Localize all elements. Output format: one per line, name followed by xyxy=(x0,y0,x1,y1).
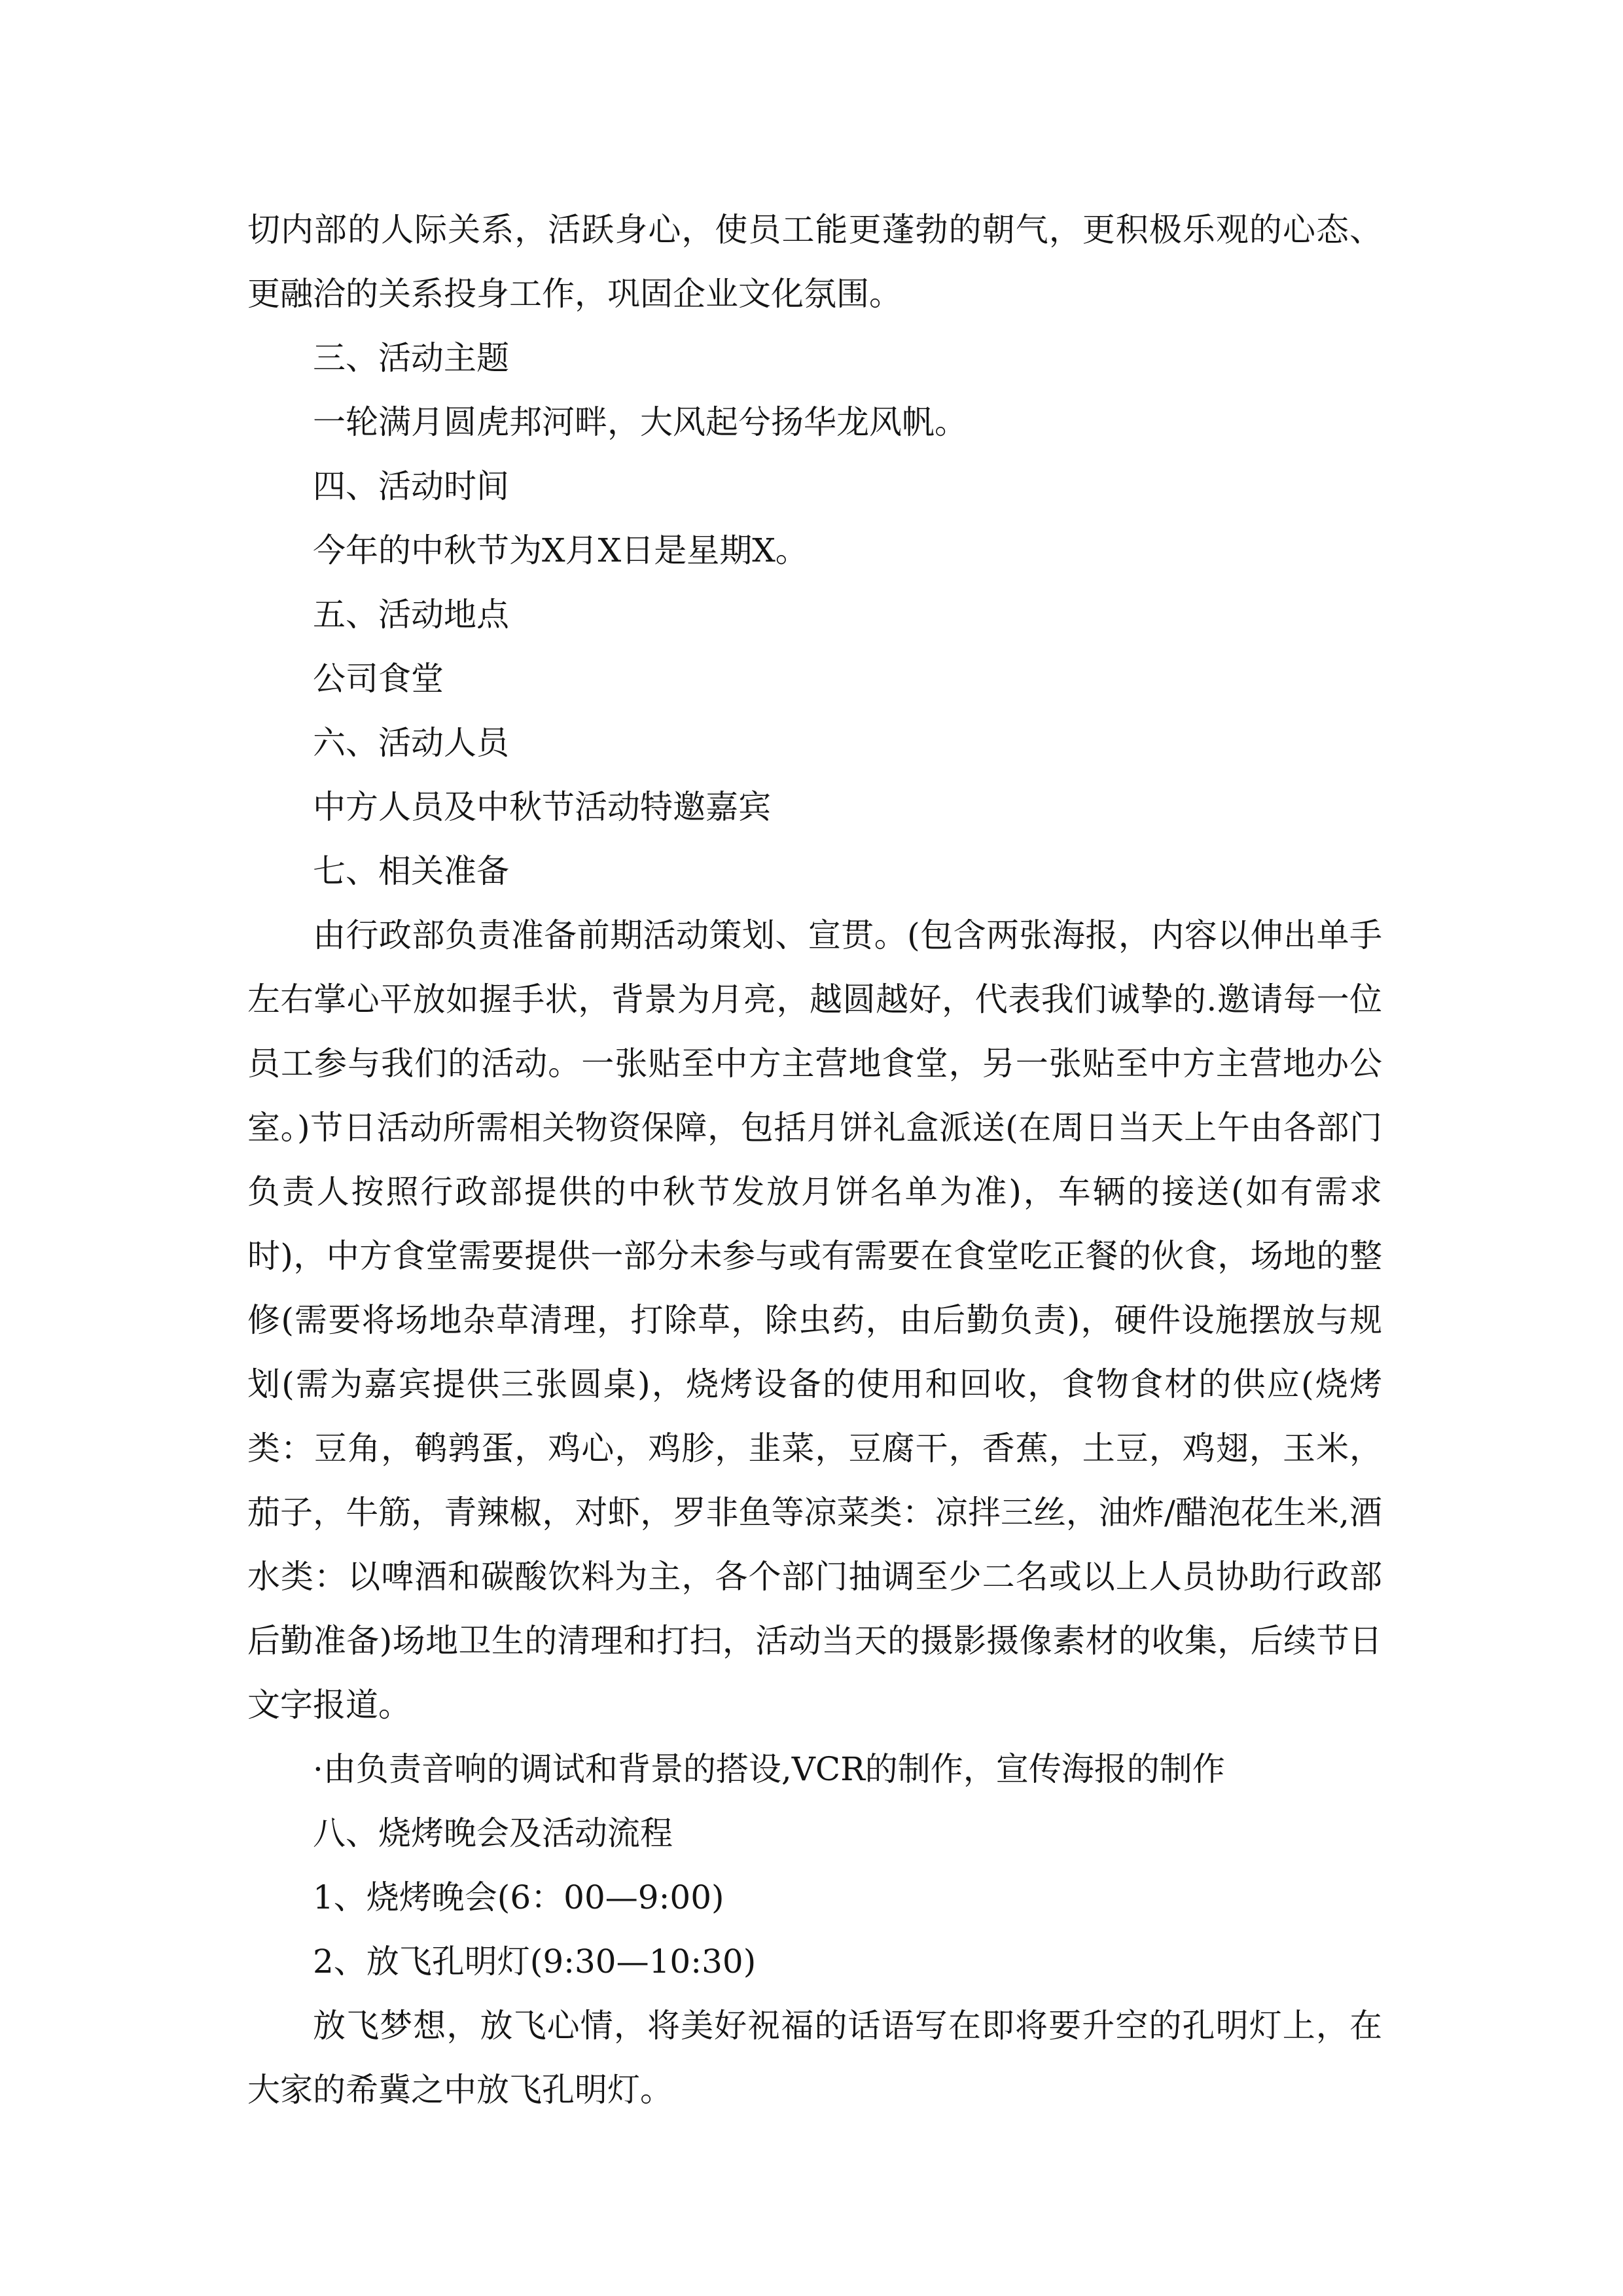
paragraph-participants: 中方人员及中秋节活动特邀嘉宾 xyxy=(313,788,771,826)
section-heading-location: 五、活动地点 xyxy=(313,596,509,634)
section-heading-preparation: 七、相关准备 xyxy=(313,852,509,890)
paragraph-bbq-party: 1、烧烤晚会(6：00—9:00) xyxy=(313,1878,724,1916)
paragraph-lanterns: 2、放飞孔明灯(9:30—10:30) xyxy=(313,1943,757,1981)
paragraph-bullet-audio: ·由负责音响的调试和背景的搭设,VCR的制作，宣传海报的制作 xyxy=(313,1750,1225,1788)
paragraph-location: 公司食堂 xyxy=(313,660,444,698)
section-heading-time: 四、活动时间 xyxy=(313,467,509,505)
section-heading-participants: 六、活动人员 xyxy=(313,724,509,762)
section-heading-process: 八、烧烤晚会及活动流程 xyxy=(313,1814,673,1852)
section-heading-theme: 三、活动主题 xyxy=(313,339,509,377)
paragraph-preparation: 由行政部负责准备前期活动策划、宣贯。(包含两张海报，内容以伸出单手左右掌心平放如握手状，背景为月亮，越圆越好，代表我们诚挚的.邀请每一位员工参与我们的活动。一张贴至中方主营地食堂，另一张贴至中方主营地办公室。)节日活动所需相关物资保障，包括月饼礼盒派送(在周日当天上午由各部门负责人按照行政部提供的中秋节发放月饼名单为准)，车辆的接送(如有需求时)，中方食堂需要提供一部分未参与或有需要在食堂吃正餐的伙食，场地的整修(需要将场地杂草清理，打除草，除虫药，由后勤负责)，硬件设施摆放与规划(需为嘉宾提供三张圆桌)，烧烤设备的使用和回收，食物食材的供应(烧烤类：豆角，鹌鹑蛋，鸡心，鸡胗，韭菜，豆腐干，香蕉，土豆，鸡翅，玉米，茄子，牛筋，青辣椒，对虾，罗非鱼等凉菜类：凉拌三丝，油炸/醋泡花生米,酒水类：以啤酒和碳酸饮料为主，各个部门抽调至少二名或以上人员协助行政部后勤准备)场地卫生的清理和打扫，活动当天的摄影摄像素材的收集，后续节日文字报道。 xyxy=(247,916,1382,1724)
paragraph-lanterns-description: 放飞梦想，放飞心情，将美好祝福的话语写在即将要升空的孔明灯上，在大家的希冀之中放飞孔明灯。 xyxy=(247,2007,1382,2109)
paragraph-theme: 一轮满月圆虎邦河畔，大风起兮扬华龙风帆。 xyxy=(313,403,967,441)
paragraph-time: 今年的中秋节为X月X日是星期X。 xyxy=(313,531,808,569)
paragraph-intro-continuation: 切内部的人际关系，活跃身心，使员工能更蓬勃的朝气，更积极乐观的心态、更融洽的关系投身工作，巩固企业文化氛围。 xyxy=(247,211,1382,313)
document-body xyxy=(247,198,1382,2122)
